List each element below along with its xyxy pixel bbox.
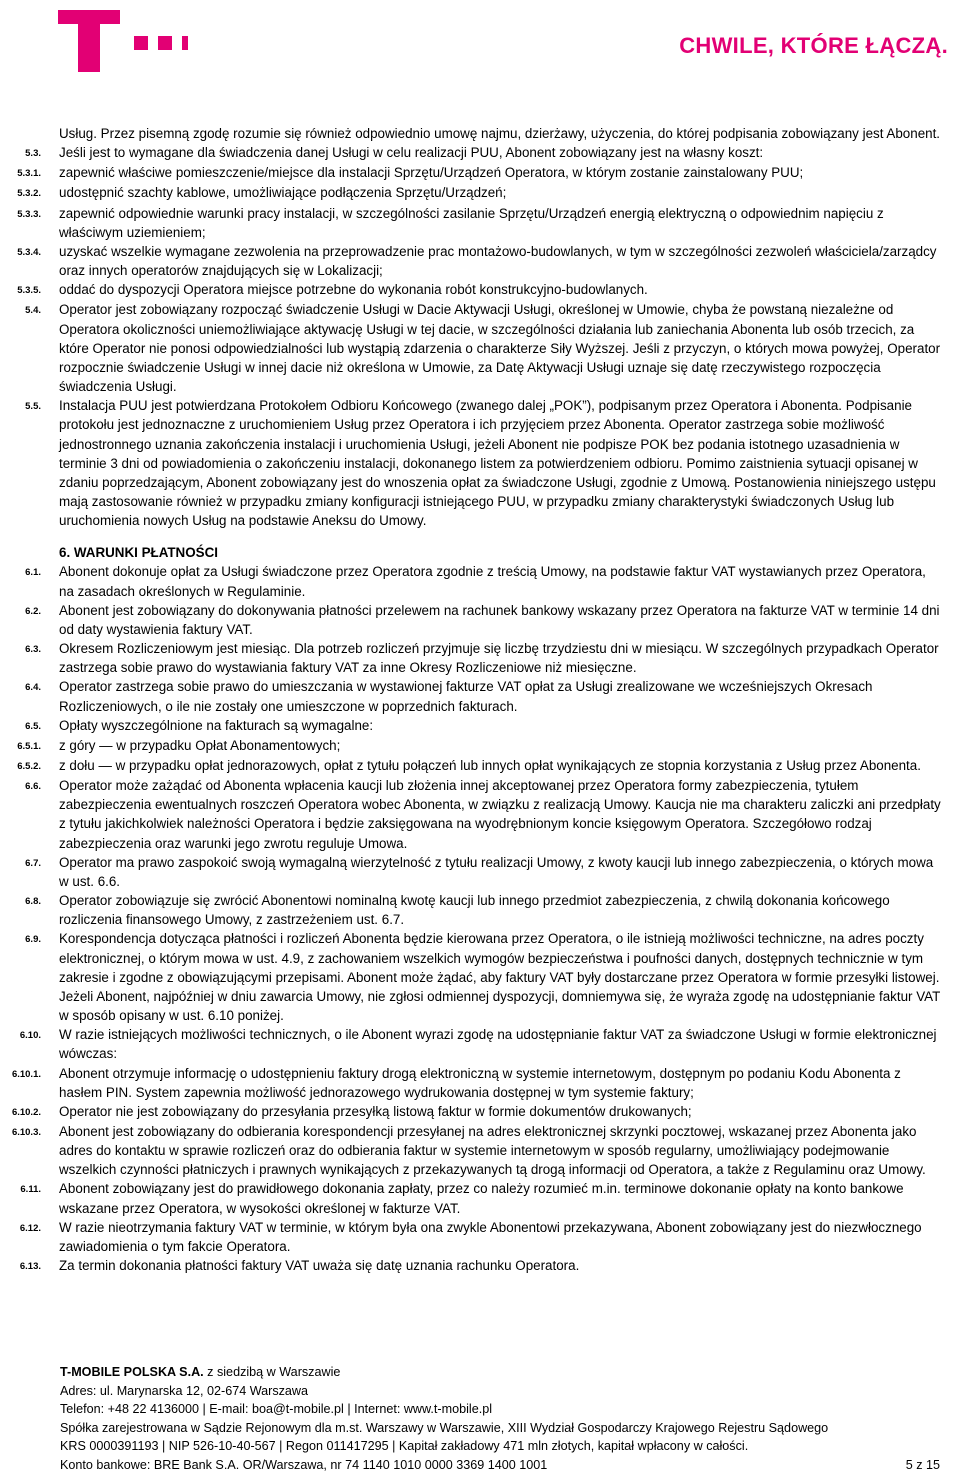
clause-number: 6.8. — [25, 896, 41, 908]
section-heading: 6. WARUNKI PŁATNOŚCI — [59, 545, 218, 561]
clause — [0, 280, 960, 300]
logo-dot — [158, 36, 172, 50]
clause-text: Usług. Przez pisemną zgodę rozumie się również odpowiednio umowę najmu, dzierżawy, użyczenia, do której podpisania zobowiązany jest Abonent. — [59, 126, 941, 141]
logo-dot — [182, 36, 188, 50]
clause — [0, 396, 960, 530]
clause-text: W razie istniejących możliwości technicznych, o ile Abonent wyrazi zgodę na udostępnianie faktur VAT za świadczone Usługi w formie elektronicznej wówczas: — [59, 1027, 937, 1062]
clause-number: 6.9. — [25, 934, 41, 946]
clause-number — [0, 124, 41, 143]
clause-number: 6.10.3. — [11, 1126, 41, 1138]
clause-number: 5.5. — [25, 401, 41, 413]
clause-number: 6.5.1. — [17, 740, 41, 752]
clause — [0, 1179, 960, 1217]
clause-number: 6.5.2. — [17, 761, 41, 772]
clause-number: 6.11. — [20, 1184, 41, 1196]
clause-number: 5.3.5. — [17, 285, 41, 297]
clause-text: Operator zobowiązuje się zwrócić Abonentowi nominalną kwotę kaucji lub innego przedmiot zabezpieczenia, z chwilą dokonania końcowego rozliczenia finansowego Umowy, z zastrzeżeniem ust. 6.7. — [59, 893, 890, 928]
clause-number: 5.3.3. — [17, 208, 41, 220]
clause-number: 6.2. — [25, 605, 41, 617]
clause-text: Opłaty wyszczególnione na fakturach są wymagalne: — [59, 717, 374, 733]
footer-contact: Telefon: +48 22 4136000 | E-mail: boa@t-mobile.pl | Internet: www.t-mobile.pl — [60, 1402, 492, 1417]
clause-text: Operator jest zobowiązany rozpocząć świadczenie Usługi w Dacie Aktywacji Usługi, określonej w Umowie, chyba że powstaną niezależne od Operatora okoliczności uniemożliwiające aktywację Usługi w tej dacie, w szczególności działania lub zaniechania Abonenta lub osób trzecich, za które Operator nie ponosi odpowiedzialności lub wystąpią zdarzenia o charakterze Siły Wyższej. Jeśli z przyczyn, o których mowa powyżej, Operator rozpocznie świadczenie Usługi w innej dacie niż określona w Umowie, za Datę Aktywacji Usługi uznaje się datę rzeczywistego rozpoczęcia świadczenia Usługi. — [59, 302, 941, 395]
t-mobile-logo — [58, 10, 188, 72]
clause-text: oddać do dyspozycji Operatora miejsce potrzebne do wykonania robót konstrukcyjno-budowlanych. — [59, 282, 648, 298]
clause-text: zapewnić odpowiednie warunki pracy instalacji, w szczególności zasilanie Sprzętu/Urządzeń energią elektryczną o odpowiednim napięciu z właściwym uziemieniem; — [59, 205, 884, 240]
clause-number: 6.5. — [25, 720, 41, 732]
slogan: CHWILE, KTÓRE ŁĄCZĄ. — [679, 33, 948, 58]
company-seat: z siedzibą w Warszawie — [203, 1365, 341, 1379]
clause-number: 6.12. — [19, 1222, 41, 1234]
clause-number: 5.4. — [25, 305, 41, 317]
clause-number: 5.3.4. — [17, 246, 41, 258]
clause-number: 5.3.1. — [17, 168, 41, 180]
clause-text: Okresem Rozliczeniowym jest miesiąc. Dla potrzeb rozliczeń przyjmuje się liczbę trzydziestu dni w miesiącu. W szczególnych przypadkach Operator zastrzega sobie prawo do wystawiania faktury VAT za inne Okresy Rozliczeniowe niż miesięczne. — [59, 641, 939, 676]
page-number: 5 z 15 — [905, 1457, 940, 1472]
clause — [0, 124, 960, 143]
clause-number: 6.1. — [25, 567, 41, 579]
clause-number: 6.4. — [25, 682, 41, 694]
clause-number: 5.3.2. — [17, 188, 41, 200]
clause — [0, 1256, 960, 1276]
clause-number: 6.13. — [19, 1261, 41, 1273]
clause-number: 6.7. — [25, 857, 41, 869]
clause-text: z góry — w przypadku Opłat Abonamentowych; — [59, 737, 341, 753]
clause-text: udostępnić szachty kablowe, umożliwiające podłączenia Sprzętu/Urządzeń; — [59, 185, 507, 201]
clause-text: Abonent jest zobowiązany do dokonywania płatności przelewem na rachunek bankowy wskazany przez Operatora na fakturze VAT w terminie 14 dni od daty wystawienia faktury VAT. — [59, 602, 940, 637]
clause — [0, 756, 960, 776]
clause — [0, 1064, 960, 1102]
logo-t-stem — [78, 10, 100, 72]
footer-company — [60, 1363, 940, 1382]
clause-number: 6.10.2. — [11, 1106, 41, 1118]
clause-text: W razie nieotrzymania faktury VAT w terminie, w którym była ona zwykle Abonentowi przekazywana, Abonent zobowiązany jest do niezwłocznego zawiadomienia o tym fakcie Operatora. — [59, 1219, 922, 1254]
clause — [0, 242, 960, 280]
footer-bank-row — [60, 1456, 940, 1475]
clause-text: uzyskać wszelkie wymagane zezwolenia na przeprowadzenie prac montażowo-budowlanych, w tym w szczególności zezwoleń właściciela/zarządcy oraz innych operatorów znajdujących się w Lokalizacji; — [59, 243, 937, 279]
clause-number: 5.3. — [25, 148, 41, 160]
clause — [0, 300, 960, 396]
clause — [0, 601, 960, 639]
footer-ids: KRS 0000391193 | NIP 526-10-40-567 | Regon 011417295 | Kapitał zakładowy 471 mln złotych, kapitał wpłacony w całości. — [60, 1439, 749, 1454]
document-body — [0, 124, 960, 1277]
clause-number: 6.6. — [25, 781, 41, 793]
clause-text: Abonent zobowiązany jest do prawidłowego dokonania zapłaty, przez co należy rozumieć m.in. terminowe dokonanie opłaty na konto bankowe wskazane przez Operatora, w wysokości określonej w fakturze VAT. — [59, 1181, 904, 1216]
clause-text: Instalacja PUU jest potwierdzana Protokołem Odbioru Końcowego (zwanego dalej „POK”), podpisanym przez Operatora i Abonenta. Podpisanie protokołu jest jednoznaczne z uruchomieniem Usług przez Operatora i ich przyjęciem przez Abonenta. Operator zastrzega sobie możliwość jednostronnego uznania zakończenia instalacji i uruchomienia Usługi, jeżeli Abonent nie podpisze POK bez podania istotnego uzasadnienia w terminie 3 dni od powiadomienia o zakończeniu instalacji, dokonanego listem za potwierdzeniem odbioru. Pomimo zaistnienia sytuacji opisanej w zdaniu poprzedzającym, Abonent zobowiązany jest do wnoszenia opłat za świadczone Usługi, zgodnie z Umową. Postanowienia niniejszego ustępu mają zastosowanie również w przypadku zmiany konfiguracji istniejącego PUU, w przypadku zmiany charakterystyki świadczonych Usług lub uruchomienia nowych Usług na podstawie Aneksu do Umowy. — [59, 398, 936, 529]
clause-text: Operator nie jest zobowiązany do przesyłania przesyłką listową faktur w formie dokumentów drukowanych; — [59, 1103, 692, 1119]
clause — [0, 1102, 960, 1122]
company-name: T-MOBILE POLSKA S.A. — [60, 1365, 204, 1379]
clause — [0, 163, 960, 183]
clause — [0, 891, 960, 929]
logo-dot — [134, 36, 148, 50]
clause — [0, 562, 960, 600]
clause — [0, 143, 960, 163]
clause — [0, 639, 960, 677]
clause-number: 6.10. — [19, 1030, 41, 1042]
clause-text: Operator ma prawo zaspokoić swoją wymagalną wierzytelność z tytułu realizacji Umowy, z kwoty kaucji lub innego zabezpieczenia, o których mowa w ust. 6.6. — [59, 854, 934, 889]
clause-text: Jeśli jest to wymagane dla świadczenia danej Usługi w celu realizacji PUU, Abonent zobowiązany jest na własny koszt: — [59, 145, 764, 161]
footer-registry: Spółka zarejestrowana w Sądzie Rejonowym dla m.st. Warszawy w Warszawie, XIII Wydział Gospodarczy Krajowego Rejestru Sądowego — [60, 1420, 829, 1435]
clause — [0, 1276, 960, 1277]
section-heading-row — [0, 543, 960, 562]
clause-text: Korespondencja dotycząca płatności i rozliczeń Abonenta będzie kierowana przez Operatora, o ile istnieją możliwości techniczne, na adres poczty elektronicznej, o którym mowa w ust. 4.9, z zachowaniem wszelkich wymogów bezpieczeństwa i poufności danych, dostępnych technicznie w tym zakresie i zgodne z obowiązującymi przepisami. Abonent może żądać, aby faktury VAT były dostarczane przez Operatora w formie przesyłki listowej. Jeżeli Abonent, najpóźniej w dniu zawarcia Umowy, nie zgłosi odmiennej dyspozycji, domniemywa się, że wyraża zgodę na udostępnianie faktur VAT w sposób opisany w ust. 6.10 poniżej. — [59, 931, 941, 1024]
footer-address: Adres: ul. Marynarska 12, 02-674 Warszawa — [60, 1383, 309, 1398]
clause-text: Abonent jest zobowiązany do odbierania korespondencji przesyłanej na adres elektronicznej skrzynki pocztowej, wskazanej przez Abonenta jako adres do kontaktu w sprawie rozliczeń oraz do odbierania faktur w systemie internetowym w sposób regularny, umożliwiający podejmowanie wszelkich czynności płatniczych i prawnych wynikających z przekazywanych tą drogą informacji od Operatora, a także z Regulaminu oraz Umowy. — [59, 1123, 926, 1178]
clause — [0, 1218, 960, 1256]
clause — [0, 853, 960, 891]
clause-text: zapewnić właściwe pomieszczenie/miejsce dla instalacji Sprzętu/Urządzeń Operatora, w którym zostanie zainstalowany PUU; — [59, 165, 804, 181]
clause — [0, 929, 960, 1025]
clause-text: Abonent dokonuje opłat za Usługi świadczone przez Operatora zgodnie z treścią Umowy, na podstawie faktur VAT wystawianych przez Operatora, na zasadach określonych w Regulaminie. — [59, 564, 926, 599]
clause-text — [59, 1276, 943, 1277]
page-footer — [60, 1363, 940, 1475]
clause — [0, 677, 960, 715]
clause-text: z dołu — w przypadku opłat jednorazowych, opłat z tytułu połączeń lub innych opłat wynikających ze stopnia korzystania z Usług przez Abonenta. — [59, 758, 921, 773]
clause — [0, 183, 960, 203]
clause-text: Operator może zażądać od Abonenta wpłacenia kaucji lub złożenia innej akceptowanej przez Operatora formy zabezpieczenia, tytułem zabezpieczenia ewentualnych roszczeń Operatora wobec Abonenta, w związku z realizacją Umowy. Kaucja nie ma charakteru zaliczki ani przedpłaty z tytułu jakichkolwiek należności Operatora i będzie zaksięgowana na wyodrębnionym koncie księgowym Operatora. Szczegółowo rodzaj zabezpieczenia oraz warunki jego zwrotu reguluje Umowa. — [59, 778, 941, 851]
clause-number — [0, 1276, 41, 1277]
clause-number: 6.3. — [25, 644, 41, 656]
footer-bank: Konto bankowe: BRE Bank S.A. OR/Warszawa, nr 74 1140 1010 0000 3369 1400 1001 — [60, 1457, 548, 1472]
clause-text: Za termin dokonania płatności faktury VAT uważa się datę uznania rachunku Operatora. — [59, 1258, 580, 1274]
clause-text: Abonent otrzymuje informację o udostępnieniu faktury drogą elektroniczną w systemie internetowym, dostępnym po podaniu Kodu Abonenta z hasłem PIN. System zapewnia możliwość jednorazowego wydrukowania dostępnej w tym systemie faktury; — [59, 1065, 901, 1100]
clause-number: 6.10.1. — [11, 1068, 41, 1080]
clause — [0, 1122, 960, 1179]
clause — [0, 1025, 960, 1063]
clause-text: Operator zastrzega sobie prawo do umieszczania w wystawionej fakturze VAT opłat za Usługi zrealizowane we wcześniejszych Okresach Rozliczeniowych, o ile nie zostały one umieszczone w poprzednich fakturach. — [59, 679, 873, 714]
clause — [0, 716, 960, 736]
clause — [0, 776, 960, 853]
clause — [0, 204, 960, 242]
clause — [0, 736, 960, 756]
